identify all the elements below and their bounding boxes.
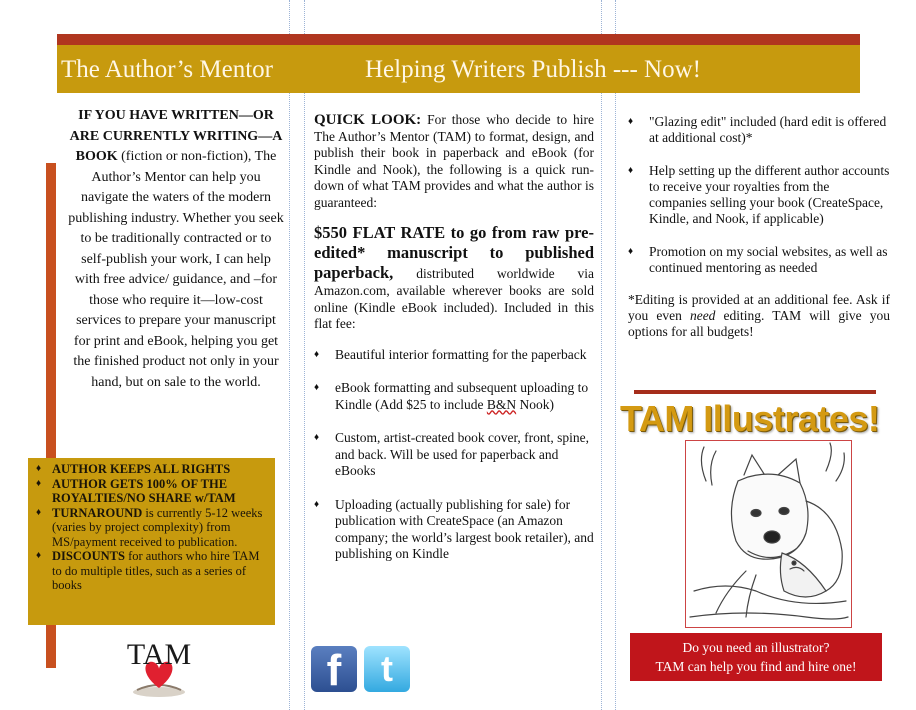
bullet-diamond-icon: ♦ bbox=[314, 348, 320, 360]
list-item: ♦ "Glazing edit" included (hard edit is offered at additional cost)* bbox=[628, 114, 887, 145]
quick-look-paragraph bbox=[314, 112, 594, 211]
facebook-icon[interactable]: f bbox=[311, 646, 357, 692]
list-item: ♦ Promotion on my social websites, as well as continued mentoring as needed bbox=[628, 244, 888, 275]
list-item: ♦ DISCOUNTS for authors who hire TAM to do multiple titles, such as a series of books bbox=[36, 549, 260, 592]
list-item: ♦ AUTHOR KEEPS ALL RIGHTS bbox=[36, 462, 231, 476]
logo-text: TAM bbox=[126, 638, 192, 671]
column-guide bbox=[289, 0, 290, 710]
flat-rate-text: distributed worldwide via Amazon.com, available wherever books are sold online (Kindle eBook included). Included in this flat fee: bbox=[314, 266, 594, 331]
tam-logo bbox=[112, 630, 206, 700]
bullet-diamond-icon: ♦ bbox=[628, 165, 634, 176]
list-item: ♦ AUTHOR GETS 100% OF THE ROYALTIES/NO SHARE w/TAM bbox=[36, 476, 236, 505]
flat-rate-headline: $550 FLAT RATE to go from raw pre-edited* manuscript to published paperback, bbox=[314, 223, 594, 282]
bullet-diamond-icon: ♦ bbox=[36, 463, 42, 474]
tagline: Helping Writers Publish --- Now! bbox=[365, 56, 701, 83]
bullet-diamond-icon: ♦ bbox=[36, 477, 42, 489]
bullet-diamond-icon: ♦ bbox=[314, 498, 320, 510]
bullet-diamond-icon: ♦ bbox=[628, 246, 634, 257]
list-item: ♦ Custom, artist-created book cover, front, spine, and back. Will be used for paperback and eBooks bbox=[314, 430, 590, 478]
services-list bbox=[628, 114, 890, 276]
intro-body: (fiction or non-fiction), The Author’s Mentor can help you navigate the waters of the modern publishing industry. Whether you seek to be traditionally contracted or to self-publish your work, I can help with free advice/ guidance, and –for those who require it—low-cost services to prepare your manuscript for print and eBook, helping you get the finished product not only in your hand, but on sale to the world. bbox=[68, 149, 284, 390]
illustrates-heading: TAM Illustrates! bbox=[620, 398, 880, 439]
benefits-list bbox=[28, 458, 275, 593]
header-banner bbox=[57, 45, 860, 93]
middle-column bbox=[314, 112, 594, 580]
bullet-diamond-icon: ♦ bbox=[314, 382, 320, 393]
included-list bbox=[314, 347, 594, 563]
list-item: ♦ Uploading (actually publishing for sale) for publication with CreateSpace (an Amazon company; the world’s largest book retailer), and publishing on Kindle bbox=[314, 496, 594, 561]
dog-illustration bbox=[685, 440, 852, 628]
intro-paragraph bbox=[68, 106, 284, 393]
bullet-diamond-icon: ♦ bbox=[36, 506, 42, 518]
dog-drawing-icon bbox=[686, 441, 851, 627]
list-item: ♦ TURNAROUND is currently 5-12 weeks (varies by project complexity) from MS/payment received to publication. bbox=[36, 505, 263, 549]
bullet-diamond-icon: ♦ bbox=[628, 116, 634, 127]
callout-question: Do you need an illustrator? bbox=[682, 640, 830, 655]
list-item: ♦ Help setting up the different author accounts to receive your royalties from the companies selling your book (CreateSpace, Kindle, and Nook, if applicable) bbox=[628, 163, 890, 226]
right-column bbox=[628, 114, 890, 340]
column-guide bbox=[615, 0, 616, 710]
illustrator-callout bbox=[630, 633, 882, 681]
twitter-icon[interactable]: t bbox=[364, 646, 410, 692]
list-item: ♦ Beautiful interior formatting for the paperback bbox=[314, 346, 587, 362]
editing-note: *Editing is provided at an additional fee. Ask if you even need editing. TAM will give you options for all budgets! bbox=[628, 292, 890, 339]
flat-rate-paragraph bbox=[314, 223, 594, 333]
header-top-rule bbox=[57, 34, 860, 45]
benefits-box bbox=[28, 458, 275, 625]
bullet-diamond-icon: ♦ bbox=[314, 432, 320, 443]
column-guide bbox=[601, 0, 602, 710]
section-divider bbox=[634, 390, 876, 394]
column-guide bbox=[304, 0, 305, 710]
intro-heading: IF YOU HAVE WRITTEN—OR ARE CURRENTLY WRITING—A BOOK bbox=[69, 108, 283, 164]
quick-look-text: For those who decide to hire The Author’s Mentor (TAM) to format, design, and publish their book in paperback and eBook (for Kindle and Nook), the following is a quick run-down of what TAM provides and what the author is guaranteed: bbox=[314, 112, 594, 210]
callout-answer: TAM can help you find and hire one! bbox=[655, 659, 857, 674]
list-item: ♦ eBook formatting and subsequent uploading to Kindle (Add $25 to include B&N Nook) bbox=[314, 380, 589, 412]
brand-title: The Author’s Mentor bbox=[61, 56, 274, 83]
quick-look-label: QUICK LOOK: bbox=[314, 112, 422, 128]
bullet-diamond-icon: ♦ bbox=[36, 550, 42, 561]
